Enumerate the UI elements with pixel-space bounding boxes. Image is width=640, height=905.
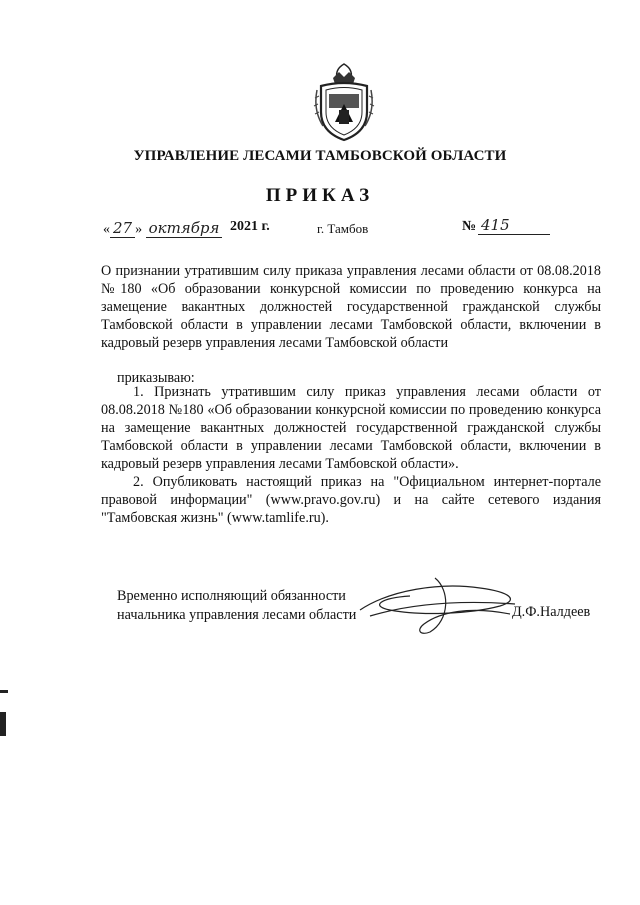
coat-of-arms-icon xyxy=(313,60,375,144)
signatory-position-line1: Временно исполняющий обязанности xyxy=(117,588,346,604)
date-month: октября xyxy=(146,219,223,238)
document-type: ПРИКАЗ xyxy=(265,185,375,206)
number-label: № xyxy=(462,219,477,234)
quote-open: « xyxy=(103,222,110,237)
signatory-position-line2: начальника управления лесами области xyxy=(117,607,357,623)
quote-close: » xyxy=(135,222,143,237)
date-day: 27 xyxy=(110,219,135,238)
date-year: 2021 г. xyxy=(230,219,270,234)
organization-name: УПРАВЛЕНИЕ ЛЕСАМИ ТАМБОВСКОЙ ОБЛАСТИ xyxy=(133,148,507,164)
handwritten-signature-icon xyxy=(350,570,530,640)
signatory-name: Д.Ф.Налдеев xyxy=(512,604,591,620)
document-number: 415 xyxy=(478,216,550,235)
scan-margin-mark xyxy=(0,712,6,736)
scan-margin-mark xyxy=(0,690,8,693)
body-item-1: 1. Признать утратившим силу приказ управления лесами области от 08.08.2018 №180 «Об образовании конкурсной комиссии по проведению конкурса на замещение вакантных должностей государственной гражданской службы Тамбовской области в управлении лесами Тамбовской области, включении в кадровый резерв управления лесами Тамбовской области». xyxy=(101,384,601,472)
signatory-position xyxy=(117,587,356,625)
date-field xyxy=(103,219,222,238)
document-title: О признании утратившим силу приказа управления лесами области от 08.08.2018 №180 «Об образовании конкурсной комиссии по проведению конкурса на замещение вакантных должностей государственной гражданской службы Тамбовской области в управлении лесами Тамбовской области, включении в кадровый резерв управления лесами Тамбовской области xyxy=(101,263,601,351)
number-field xyxy=(478,216,550,235)
order-word: приказываю: xyxy=(117,370,195,386)
body-item-2: 2. Опубликовать настоящий приказ на "Официальном интернет-портале правовой информации" (www.pravo.gov.ru) и на сайте сетевого издания "Тамбовская жизнь" (www.tamlife.ru). xyxy=(101,474,601,526)
city: г. Тамбов xyxy=(317,221,369,236)
document-body xyxy=(101,383,601,527)
